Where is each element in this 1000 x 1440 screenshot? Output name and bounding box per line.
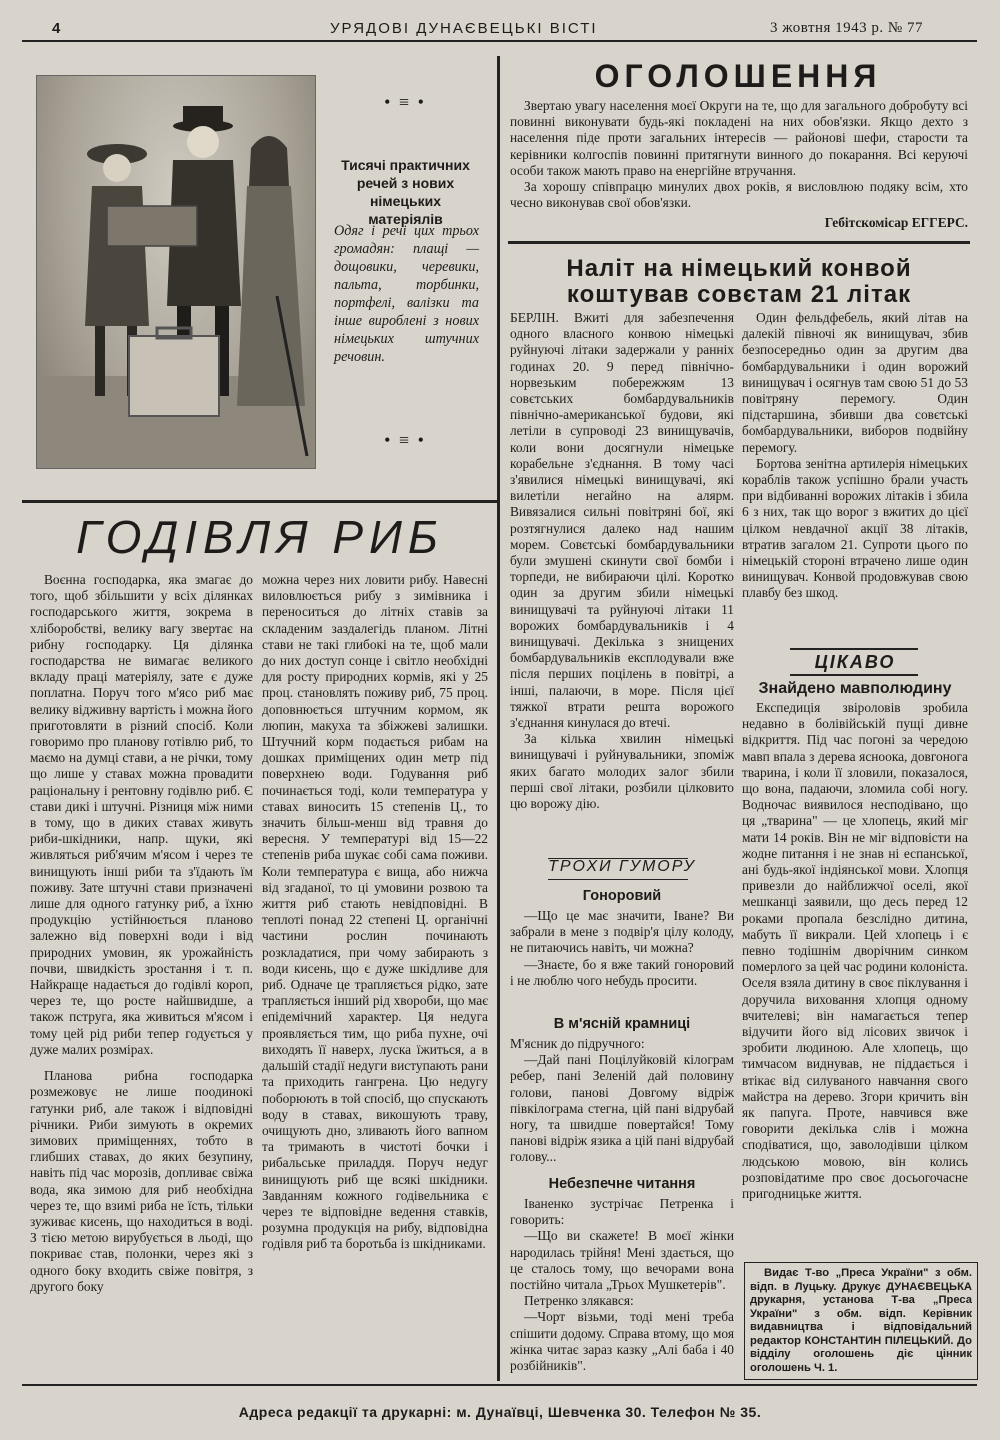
column-divider <box>497 56 500 1381</box>
fish-article-column-2 <box>262 572 488 1380</box>
section-divider <box>508 241 970 244</box>
paragraph: Експедиція звіроловів зробила недавно в болівійській пущі дивне відкриття. Під час погоні за чередою мавп впала з дерева ясноока, довгонога тварина, і коли її зловили, показалося, що вона, падаючи, зломила собі ногу. Водночас виявилося несподівано, що ця „тварина" — це хлопець, який міг мати 14 років. Він не міг відповісти на жодне питання і не знав ні еспанської, ані будь-якої індіянської мови. Хлопця привезли до найближчої оселі, якої мешканці заявили, що десь перед 12 роками пропала безслідно дитина, мабуть її викрали. Цей хлопець і є певно тодішнім дворічним синком померлого за цей час родини колоніста. Оселя взяла дитину в своє піклування і доручила виховання хлопця одному вчителеві; він намагається тепер відучити його від лісових звичок і зробити людиною. Але хлопець, що тимчасом виднував, не піддається і втікає від силуваного навчання свого майстра на дерево. Згори кричить він як папуга. Проте, навчився вже говорити декілька слів і можна сподіватися, що, заволодівши цілком людською мовою, він колись розповідатиме про своє досьогочасне пригодницьке життя. <box>742 700 968 1202</box>
paragraph: Один фельдфебель, який літав на далекій півночі як винищувач, збив безпосередньо один за другим два бомбардувальники і один ворожий винищувач і осягнув там свою 51 до 53 повітряну перемогу. Один підстаршина, збивши два совєтські бомбардувальники, виборов подвійну перемогу. <box>742 310 968 455</box>
announcement-signature: Гебітскомісар ЕГГЕРС. <box>824 215 968 231</box>
paragraph: Бортова зенітна артилерія німецьких кораблів також успішно брали участь при відбиванні ворожих літаків і збила 6 з них, так що ворог з вжитих до цієї цілком невдачної акції 38 літаків, втратив загалом 21. Супроти цього по німецькій стороні втрачено лише один винищувач. Конвой продовжував свою плавбу без шкод. <box>742 455 968 601</box>
footer-rule <box>22 1384 977 1386</box>
paragraph: Звертаю увагу населення моєї Округи на те, що для загального добробуту всі повинні виконувати будь-які покладені на них обов'язки. Якщо дехто з населення піде проти загальних інтересів — районові шефи, старости та керівники колгоспів повинні притягнути винного до покарання. Всі керуючі особи також мають право на енергійне втручання. <box>510 98 968 178</box>
fish-article-headline-wrap <box>30 510 490 564</box>
curious-article-title: Знайдено мавполюдину <box>758 680 952 697</box>
joke-line: —Що ви скажете! В моєї жінки народилась трійня! Мені здається, що це сталось тому, що вечорами вона постійно читала „Трьох Мушкетерів". <box>510 1228 734 1293</box>
imprint-text: Видає Т-во „Преса України" з обм. відп. в Луцьку. Друкує ДУНАЄВЕЦЬКА друкарня, установа Т-ва „Преса України" з обм. відп. Керівник видавництва і відповідальний редактор КОНСТАНТИН ПІЛЕЦЬКИЙ. До відділу оголошень діє цінник оголошень Ч. 1. <box>750 1267 972 1374</box>
issue-date: 3 жовтня 1943 р. № 77 <box>770 20 923 36</box>
joke-title: Гоноровий <box>582 888 662 904</box>
imprint-box <box>744 1262 978 1380</box>
joke-body <box>510 908 734 989</box>
curious-article-body <box>742 700 968 1255</box>
photo-three-people <box>36 75 316 469</box>
joke-line: —Чорт візьми, тоді мені треба спішити додому. Справа втому, що моя жінка читає зараз казку „Алі баба і 40 розбійників". <box>510 1309 734 1374</box>
photo-caption-body: Одяг і речі цих трьох громадян: плащі — дощовики, черевики, пальта, торбинки, портфелі, валізки та інше вироблені з нових німецьких штучних речовин. <box>334 223 479 365</box>
convoy-article-column-2 <box>742 310 968 632</box>
footer-address: Адреса редакції та друкарні: м. Дунаївці, Шевченка 30. Телефон № 35. <box>238 1404 762 1420</box>
curious-rule <box>790 674 918 676</box>
joke-line: —Дай пані Поцілуйковій кілограм ребер, пані Зеленій дай половину голови, панові Довгому відріж півкілограма стегна, цій пані відрубай ногу, та швидше повертайся! Тому панові відріж язика а цій пані відрубай голову... <box>510 1052 734 1165</box>
convoy-article-column-1 <box>510 310 734 848</box>
paragraph: Воєнна господарка, яка змагає до того, щоб збільшити у всіх ділянках господарського життя, зокрема в хліборобстві, велику вагу звертає на рибну господарку. Ця ділянка господарства не вимагає великого вкладу праці матеріялу, зате є дуже поплатна. Поруч того м'ясо риб має велику відживну вартість і можна його приготовляти в різний спосіб. Коли говоримо про планову готівлю риб, то маємо на думці стави, а не річки, тому що лише у ставах можна провадити раціональну і рентовну годівлю риб. Є стави дикі і штучні. Різниця між ними в тому, що в диких ставах живуть риби-шкідники, напр. щуки, які живляться риб'ячим м'ясом і через те винищують інші риби та з'їдають їм поживу. Зате штучні стави призначені лише для одного гатунку риб, а їхню продукцію устійнюється планово залежно від поверхні води і від природних умовин, як урожайність почви, швидкість зростання і т. п. Найкраще надається до годівлі короп, через те, що росте найшвидше, а також пстругa, яка живиться м'ясом і тому цей рід риби тепер годується у дуже малих розмірах. <box>30 572 253 1057</box>
announcement-body <box>510 98 968 232</box>
joke-title: Небезпечне читання <box>548 1176 696 1192</box>
paragraph: Планова рибна господарка розмежовує не лише поодинокі гатунки риб, але також і відповідні річники. Риби зимують в окремих зимових приміщеннях, тобто в глибших ставах, до яких безупину, навіть під час морозів, допливає свіжа вода, яка зимою для риб необхідна через те, що взимі риба не їсть, тільки зуживає кисень, що находиться в воді. З тією метою вирубується в льоді, що покриває став, полонки, через які з одного боку входить свіже повітря, з другого боку <box>30 1068 253 1294</box>
joke-line: —Що це має значити, Іване? Ви забрали в мене з подвір'я цілу колоду, не питаючись навіть, чи можна? <box>510 908 734 956</box>
joke-body <box>510 1196 734 1374</box>
joke-body <box>510 1036 734 1166</box>
fish-article-headline: ГОДІВЛЯ РИБ <box>76 511 444 563</box>
joke-title: В м'ясній крамниці <box>553 1016 691 1032</box>
masthead <box>0 14 1000 40</box>
paragraph: За хорошу співпрацю минулих двох років, я висловлюю подяку всім, хто чесно виконував свої обов'язки. <box>510 179 968 211</box>
ornament: • ≡ • <box>384 430 426 450</box>
joke-line: Іваненко зустрічає Петренка і говорить: <box>510 1196 734 1228</box>
joke-line: Петренко злякався: <box>524 1293 634 1309</box>
paragraph: За кілька хвилин німецькі винищувачі і руйнувальники, зпоміж яких багато молодих залог збили перші свої літаки, розбили цілковито цю ворожу дію. <box>510 731 734 812</box>
page-number: 4 <box>52 20 62 37</box>
curious-section-title: ЦІКАВО <box>814 652 896 672</box>
newspaper-title: УРЯДОВІ ДУНАЄВЕЦЬКІ ВІСТІ <box>330 20 598 37</box>
joke-line: —Знаєте, бо я вже такий гоноровий і не люблю чого небудь просити. <box>510 956 734 988</box>
photo-illustration <box>37 76 315 468</box>
ornament: • ≡ • <box>384 92 426 112</box>
joke-line: М'ясник до підручного: <box>510 1036 645 1051</box>
section-divider <box>22 500 497 503</box>
humor-section-title: ТРОХИ ГУМОРУ <box>548 858 696 875</box>
curious-rule <box>790 648 918 650</box>
announcement-headline: ОГОЛОШЕННЯ <box>594 58 882 94</box>
humor-rule <box>548 879 688 880</box>
photo-caption-title: Тисячі практичних речей з нових німецьких матеріялів <box>341 157 470 227</box>
convoy-article-headline: Наліт на німецький конвой коштував совєтам 21 літак <box>566 255 912 308</box>
paragraph: можна через них ловити рибу. Навесні виловлюється рибу з зимівника і переноситься до літніх ставів за складеним заздалегідь планом. Літні стави не такі глибокі на те, щоб мали до них доступ сонце і світло необхідні для росту природних кормів, які у 25 проц. становлять поживу риб, 75 проц. доповнюється штучним кормом, як люпин, макуха та збіжжеві залишки. Штучний корм подається рибам на дошках приміщених один метр під поверхнею води. Годування риб починається тоді, коли температура у ставах виносить 15 степенів Ц., то значить більш-менш від травня до вересня. У температурі від 15—22 степенів риба шукає собі сама поживи. Коли температура є вища, або нижча від згаданої, то ці умовини розвою та життя риб стають невідповідні. В теплоті понад 22 степені Ц. органічні частини рослин починають розкладатися, при чому забирають з води кисень, що є дуже шкідливе для риб. Одначе це трапляється рідко, зате трапляється інший рід хвороби, що має епідемічний характер. Ця недуга проявляється тим, що риба пухне, очі виходять її наверх, луска їжиться, а в дальшій стадії недуги виступають рани та приходить гангрена. Цю недугу поборюють в той спосіб, що спускають воду в ставах, викошують траву, очищують дно, зливають його вапном та тримають в чистоті бочки і рибальське приладдя. Поруч недуг винищують риб ще всякі шкідники. Завданням кожного годівельника є через те відповідне ведення ставків, розумна продукція на рибу, відповідна годівля риб та боротьба із шкідниками. <box>262 572 488 1252</box>
fish-article-column-1 <box>30 572 253 1380</box>
masthead-rule <box>22 40 977 42</box>
paragraph: БЕРЛІН. Вжиті для забезпечення одного власного конвою німецькі руйнуючі літаки задержали у ранніх годинах 20. 9 перед північно-норвезьким побережжям 13 совєтських бомбардувальників північно-американської будови, які летіли в супроводі 23 винищувачів, коли вони досягнули німецьке корабельне з'єднання. В тому часі з'явилися німецькі винищувачі, які вилетіли негайно на алярм. Вивязалися сильні повітряні бої, які розтягнулися далеко над нашим морем. Совєтські бомбардувальники були змушені скинути свої бомби і торпеди, не вибираючи цілі. Коротко один за другим збили німецькі винищувачі та руйнуючі літаки 11 ворожих бомбардувальників і 4 винищувачі. Декілька з знищених бомбардувальників експлодували вже після перших поцілень в повітрі, а інші, палаючи, в море. Після цієї тяжкої втрати решта ворожого з'єднання кинулася до втечі. <box>510 310 734 731</box>
